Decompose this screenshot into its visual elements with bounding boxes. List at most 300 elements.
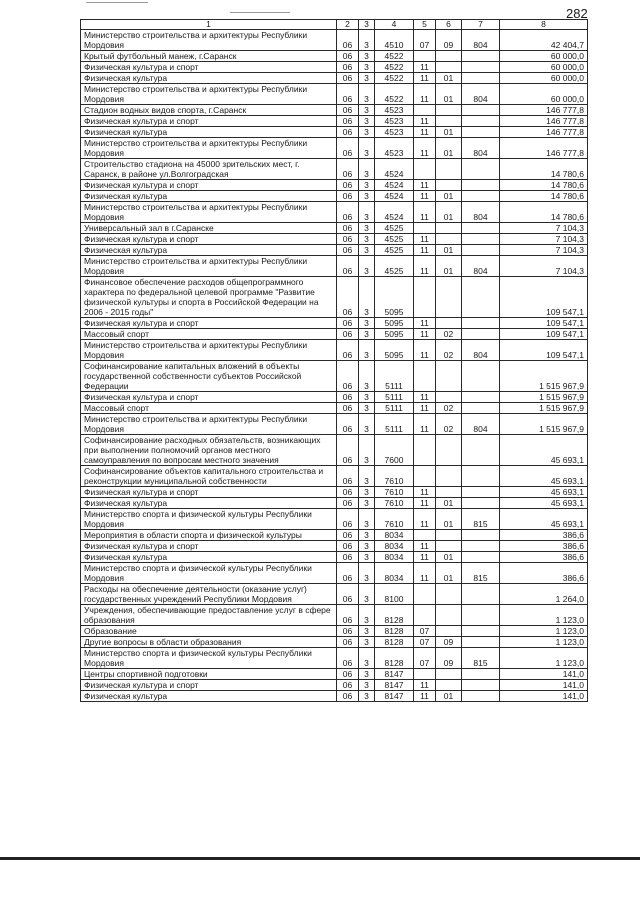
code-chapter: 11 [414,552,436,563]
code-chapter: 11 [414,191,436,202]
code-vr [462,105,500,116]
table-row [81,552,588,563]
row-name: Образование [81,626,337,637]
code-chapter: 11 [414,73,436,84]
row-name: Министерство строительства и архитектуры Республики Мордовия [81,84,337,105]
code-ministry: 06 [337,466,359,487]
code-section: 3 [359,563,375,584]
code-ministry: 06 [337,403,359,414]
code-vr [462,223,500,234]
table-row [81,414,588,435]
code-ministry: 06 [337,435,359,466]
amount: 45 693,1 [500,509,588,530]
code-section: 3 [359,361,375,392]
row-name: Строительство стадиона на 45000 зрительских мест, г. Саранск, в районе ул.Волгоградская [81,159,337,180]
code-vr [462,392,500,403]
amount: 14 780,6 [500,159,588,180]
amount: 386,6 [500,530,588,541]
code-vr [462,234,500,245]
code-ministry: 06 [337,223,359,234]
table-row [81,73,588,84]
amount: 45 693,1 [500,435,588,466]
code-target: 8128 [375,637,414,648]
code-target: 7600 [375,435,414,466]
code-chapter [414,223,436,234]
code-subchapter [436,605,462,626]
code-target: 4524 [375,191,414,202]
row-name: Софинансирование расходных обязательств, возникающих при выполнении полномочий органов местного самоуправления по вопросам местного значения [81,435,337,466]
code-target: 8147 [375,669,414,680]
table-row [81,51,588,62]
code-subchapter [436,234,462,245]
code-subchapter [436,584,462,605]
row-name: Физическая культура [81,552,337,563]
row-name: Министерство строительства и архитектуры Республики Мордовия [81,414,337,435]
code-section: 3 [359,584,375,605]
code-vr: 804 [462,414,500,435]
code-ministry: 06 [337,509,359,530]
code-ministry: 06 [337,73,359,84]
code-chapter: 11 [414,691,436,702]
code-ministry: 06 [337,30,359,51]
code-target: 4523 [375,127,414,138]
code-target: 4523 [375,116,414,127]
code-chapter: 11 [414,329,436,340]
code-subchapter: 01 [436,563,462,584]
code-ministry: 06 [337,234,359,245]
code-target: 5111 [375,403,414,414]
code-vr: 815 [462,648,500,669]
code-chapter [414,605,436,626]
code-subchapter: 01 [436,84,462,105]
code-chapter: 11 [414,245,436,256]
code-subchapter: 09 [436,637,462,648]
code-vr [462,498,500,509]
code-section: 3 [359,127,375,138]
code-ministry: 06 [337,498,359,509]
code-vr [462,487,500,498]
code-chapter: 11 [414,62,436,73]
code-vr: 804 [462,202,500,223]
table-row [81,223,588,234]
code-vr [462,329,500,340]
code-chapter: 11 [414,318,436,329]
row-name: Физическая культура [81,498,337,509]
code-chapter: 11 [414,138,436,159]
code-vr [462,605,500,626]
code-subchapter [436,466,462,487]
column-header: 2 [337,20,359,30]
amount: 1 515 967,9 [500,403,588,414]
table-row [81,605,588,626]
code-section: 3 [359,116,375,127]
code-target: 4525 [375,234,414,245]
code-vr [462,159,500,180]
table-header-row [81,20,588,30]
code-subchapter: 01 [436,202,462,223]
code-chapter: 11 [414,414,436,435]
code-subchapter: 01 [436,138,462,159]
code-vr [462,435,500,466]
code-section: 3 [359,62,375,73]
code-vr [462,73,500,84]
code-vr [462,180,500,191]
code-vr [462,680,500,691]
code-ministry: 06 [337,105,359,116]
amount: 7 104,3 [500,234,588,245]
code-ministry: 06 [337,361,359,392]
code-section: 3 [359,105,375,116]
table-row [81,648,588,669]
amount: 45 693,1 [500,466,588,487]
table-row [81,669,588,680]
table-row [81,403,588,414]
code-section: 3 [359,605,375,626]
scan-mark [86,2,148,3]
row-name: Физическая культура [81,73,337,84]
code-chapter: 11 [414,563,436,584]
table-row [81,498,588,509]
code-chapter: 07 [414,30,436,51]
code-chapter [414,51,436,62]
code-chapter: 11 [414,116,436,127]
row-name: Софинансирование объектов капитального строительства и реконструкции муниципальной собственности [81,466,337,487]
amount: 1 123,0 [500,626,588,637]
column-header: 4 [375,20,414,30]
table-row [81,84,588,105]
code-subchapter [436,541,462,552]
amount: 7 104,3 [500,256,588,277]
code-target: 4524 [375,180,414,191]
code-vr: 804 [462,340,500,361]
amount: 60 000,0 [500,51,588,62]
code-ministry: 06 [337,138,359,159]
code-ministry: 06 [337,277,359,318]
code-chapter: 11 [414,340,436,361]
code-section: 3 [359,552,375,563]
code-chapter [414,669,436,680]
table-row [81,361,588,392]
table-row [81,159,588,180]
code-ministry: 06 [337,392,359,403]
code-chapter: 11 [414,256,436,277]
amount: 146 777,8 [500,105,588,116]
amount: 14 780,6 [500,191,588,202]
table-row [81,680,588,691]
code-target: 5095 [375,277,414,318]
code-chapter: 07 [414,648,436,669]
row-name: Физическая культура и спорт [81,392,337,403]
code-vr: 804 [462,138,500,159]
table-row [81,691,588,702]
amount: 1 123,0 [500,637,588,648]
row-name: Министерство спорта и физической культуры Республики Мордовия [81,648,337,669]
amount: 1 515 967,9 [500,392,588,403]
code-subchapter [436,392,462,403]
code-target: 8128 [375,648,414,669]
row-name: Физическая культура [81,191,337,202]
code-ministry: 06 [337,637,359,648]
code-section: 3 [359,318,375,329]
code-chapter: 11 [414,487,436,498]
row-name: Министерство строительства и архитектуры Республики Мордовия [81,256,337,277]
table-row [81,329,588,340]
code-target: 4525 [375,223,414,234]
code-section: 3 [359,256,375,277]
code-target: 5111 [375,414,414,435]
code-subchapter [436,487,462,498]
amount: 386,6 [500,552,588,563]
code-section: 3 [359,277,375,318]
row-name: Министерство строительства и архитектуры Республики Мордовия [81,202,337,223]
code-chapter [414,277,436,318]
code-ministry: 06 [337,414,359,435]
code-chapter: 11 [414,234,436,245]
table-row [81,138,588,159]
code-section: 3 [359,340,375,361]
table-row [81,105,588,116]
code-ministry: 06 [337,256,359,277]
code-ministry: 06 [337,127,359,138]
code-target: 8034 [375,563,414,584]
code-chapter [414,435,436,466]
code-vr [462,51,500,62]
table-row [81,541,588,552]
code-subchapter [436,277,462,318]
code-subchapter [436,51,462,62]
table-row [81,180,588,191]
code-chapter: 11 [414,180,436,191]
row-name: Министерство строительства и архитектуры Республики Мордовия [81,138,337,159]
row-name: Физическая культура и спорт [81,180,337,191]
code-vr [462,361,500,392]
amount: 141,0 [500,691,588,702]
code-chapter: 11 [414,509,436,530]
row-name: Министерство строительства и архитектуры Республики Мордовия [81,340,337,361]
table-row [81,509,588,530]
amount: 1 123,0 [500,605,588,626]
budget-table [80,19,588,702]
column-header: 3 [359,20,375,30]
code-subchapter [436,435,462,466]
code-chapter [414,466,436,487]
code-target: 5111 [375,392,414,403]
code-section: 3 [359,669,375,680]
code-section: 3 [359,626,375,637]
amount: 60 000,0 [500,84,588,105]
table-row [81,340,588,361]
code-subchapter: 01 [436,498,462,509]
code-target: 4523 [375,138,414,159]
code-vr [462,552,500,563]
code-target: 4510 [375,30,414,51]
code-subchapter: 01 [436,509,462,530]
code-chapter: 11 [414,541,436,552]
code-section: 3 [359,680,375,691]
code-target: 8034 [375,552,414,563]
code-target: 4524 [375,202,414,223]
code-ministry: 06 [337,648,359,669]
code-chapter: 11 [414,680,436,691]
code-ministry: 06 [337,62,359,73]
amount: 60 000,0 [500,62,588,73]
table-row [81,563,588,584]
scan-bottom-rule [0,857,640,860]
code-chapter [414,584,436,605]
code-subchapter [436,159,462,180]
amount: 45 693,1 [500,498,588,509]
amount: 109 547,1 [500,318,588,329]
code-section: 3 [359,541,375,552]
table-row [81,392,588,403]
amount: 7 104,3 [500,245,588,256]
code-section: 3 [359,73,375,84]
code-vr [462,691,500,702]
row-name: Физическая культура [81,691,337,702]
code-target: 5111 [375,361,414,392]
row-name: Центры спортивной подготовки [81,669,337,680]
code-subchapter: 01 [436,191,462,202]
row-name: Массовый спорт [81,329,337,340]
code-subchapter [436,669,462,680]
row-name: Физическая культура и спорт [81,116,337,127]
row-name: Физическая культура [81,127,337,138]
code-target: 5095 [375,329,414,340]
code-target: 7610 [375,509,414,530]
code-target: 4522 [375,62,414,73]
amount: 146 777,8 [500,127,588,138]
code-ministry: 06 [337,329,359,340]
code-ministry: 06 [337,84,359,105]
code-target: 4523 [375,105,414,116]
amount: 109 547,1 [500,277,588,318]
code-target: 7610 [375,487,414,498]
code-target: 4524 [375,159,414,180]
code-section: 3 [359,466,375,487]
code-target: 8147 [375,691,414,702]
table-row [81,191,588,202]
code-chapter: 11 [414,202,436,223]
row-name: Массовый спорт [81,403,337,414]
code-subchapter [436,116,462,127]
table-row [81,626,588,637]
code-ministry: 06 [337,626,359,637]
table-row [81,116,588,127]
code-target: 4522 [375,51,414,62]
code-vr [462,584,500,605]
code-section: 3 [359,223,375,234]
table-row [81,466,588,487]
code-vr [462,466,500,487]
code-chapter: 11 [414,403,436,414]
table-row [81,30,588,51]
row-name: Министерство строительства и архитектуры Республики Мордовия [81,30,337,51]
code-subchapter: 02 [436,414,462,435]
table-row [81,435,588,466]
code-subchapter: 02 [436,403,462,414]
code-subchapter [436,530,462,541]
code-subchapter: 01 [436,256,462,277]
code-section: 3 [359,403,375,414]
code-target: 4525 [375,245,414,256]
row-name: Учреждения, обеспечивающие предоставление услуг в сфере образования [81,605,337,626]
code-section: 3 [359,392,375,403]
code-vr: 815 [462,509,500,530]
code-vr [462,116,500,127]
table-row [81,487,588,498]
code-vr [462,318,500,329]
code-ministry: 06 [337,318,359,329]
scan-mark [230,12,290,13]
code-target: 4525 [375,256,414,277]
code-subchapter: 09 [436,648,462,669]
code-ministry: 06 [337,691,359,702]
table-row [81,277,588,318]
code-vr [462,403,500,414]
code-ministry: 06 [337,563,359,584]
code-subchapter: 01 [436,552,462,563]
code-section: 3 [359,84,375,105]
amount: 386,6 [500,541,588,552]
code-vr [462,245,500,256]
code-subchapter: 01 [436,127,462,138]
row-name: Физическая культура и спорт [81,318,337,329]
code-ministry: 06 [337,680,359,691]
row-name: Мероприятия в области спорта и физической культуры [81,530,337,541]
code-section: 3 [359,691,375,702]
code-ministry: 06 [337,541,359,552]
code-target: 4522 [375,73,414,84]
code-ministry: 06 [337,51,359,62]
code-ministry: 06 [337,584,359,605]
amount: 109 547,1 [500,329,588,340]
row-name: Физическая культура и спорт [81,541,337,552]
amount: 109 547,1 [500,340,588,361]
code-section: 3 [359,180,375,191]
code-ministry: 06 [337,202,359,223]
amount: 42 404,7 [500,30,588,51]
code-subchapter [436,318,462,329]
code-vr [462,530,500,541]
code-subchapter [436,223,462,234]
code-ministry: 06 [337,245,359,256]
row-name: Универсальный зал в г.Саранске [81,223,337,234]
code-subchapter: 01 [436,245,462,256]
code-section: 3 [359,138,375,159]
code-chapter: 07 [414,626,436,637]
code-vr: 804 [462,30,500,51]
code-target: 8128 [375,626,414,637]
column-header: 8 [500,20,588,30]
code-chapter: 11 [414,392,436,403]
code-chapter: 11 [414,498,436,509]
row-name: Физическая культура [81,245,337,256]
code-target: 5095 [375,318,414,329]
code-section: 3 [359,51,375,62]
code-vr [462,277,500,318]
table-row [81,127,588,138]
code-vr [462,541,500,552]
code-subchapter [436,626,462,637]
row-name: Крытый футбольный манеж, г.Саранск [81,51,337,62]
row-name: Софинансирование капитальных вложений в объекты государственной собственности субъектов Российской Федерации [81,361,337,392]
code-vr [462,127,500,138]
code-section: 3 [359,637,375,648]
code-section: 3 [359,435,375,466]
code-chapter [414,159,436,180]
code-section: 3 [359,245,375,256]
amount: 45 693,1 [500,487,588,498]
